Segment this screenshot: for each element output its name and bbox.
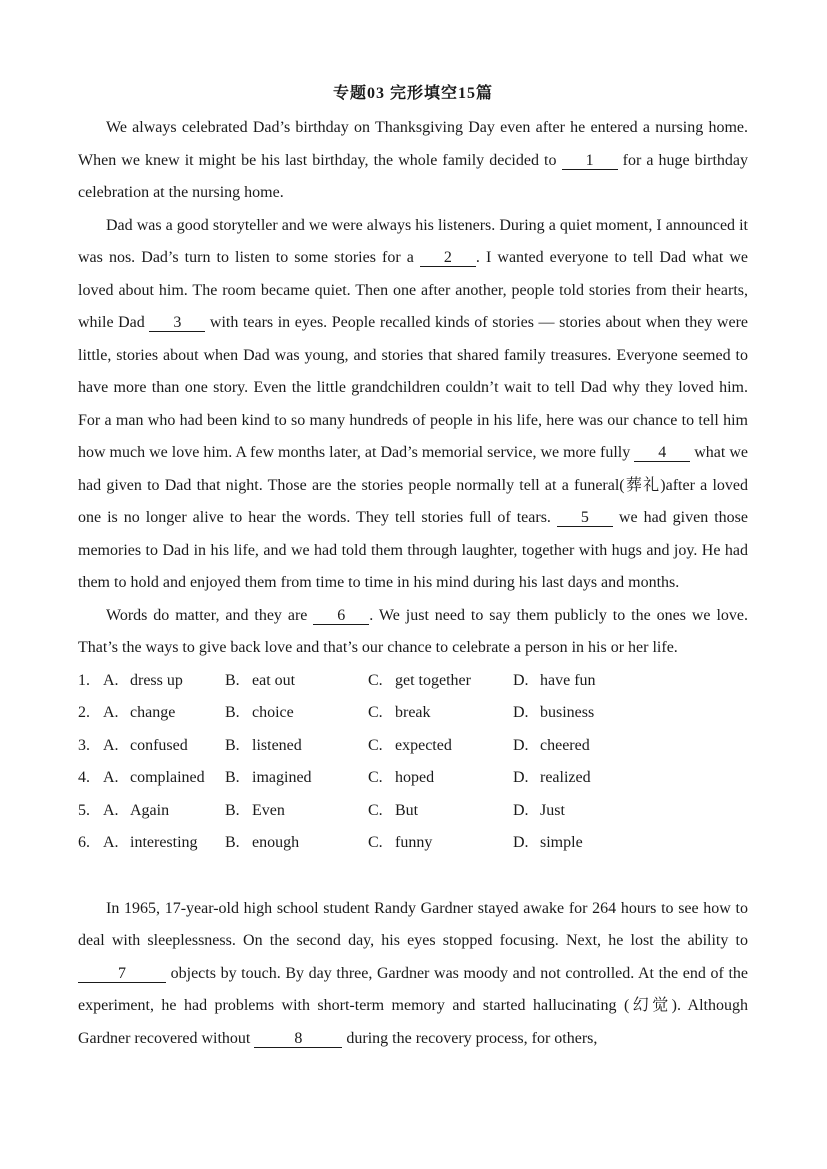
option-d (513, 730, 748, 763)
option-letter: A. (103, 801, 119, 819)
cloze-blank-6: 6 (313, 608, 369, 625)
option-text: get together (395, 671, 471, 689)
option-letter: A. (103, 736, 119, 754)
option-letter: C. (368, 704, 383, 721)
option-text: funny (395, 834, 433, 851)
cloze-blank-3: 3 (149, 315, 205, 332)
option-letter: A. (103, 704, 119, 721)
option-letter: B. (225, 736, 240, 754)
option-text: simple (540, 834, 583, 851)
option-letter: D. (513, 801, 529, 819)
question-number: 2. (78, 704, 90, 721)
option-text: have fun (540, 671, 596, 689)
option-text: cheered (540, 736, 590, 754)
option-text: choice (252, 704, 294, 721)
question-number: 3. (78, 736, 90, 754)
option-letter: C. (368, 736, 383, 754)
option-b (225, 730, 368, 763)
option-b (225, 665, 368, 698)
option-c (368, 665, 513, 698)
option-c (368, 795, 513, 828)
passage-1-paragraph: Words do matter, and they are 6 . We just need to say them publicly to the ones we love. That’s the ways to give back love and that’s our chance to celebrate a person in his or her life. (78, 606, 748, 656)
option-letter: D. (513, 834, 529, 851)
option-letter: A. (103, 834, 119, 851)
passage-1-paragraph: We always celebrated Dad’s birthday on Thanksgiving Day even after he entered a nursing home. When we knew it might be his last birthday, the whole family decided to 1 for a huge birthday celebration at the nursing home. (78, 119, 749, 201)
option-text: dress up (130, 671, 183, 689)
option-a (103, 827, 225, 860)
option-c (368, 827, 513, 860)
option-a (103, 795, 225, 828)
option-letter: C. (368, 834, 383, 851)
question-number: 5. (78, 801, 90, 819)
option-text: Just (540, 801, 565, 819)
question-number: 6. (78, 834, 90, 851)
option-d (513, 827, 748, 860)
option-letter: A. (103, 769, 119, 786)
cloze-blank-1: 1 (562, 153, 618, 170)
option-letter: B. (225, 801, 240, 819)
question-row-1 (78, 665, 748, 698)
cloze-blank-8: 8 (254, 1031, 342, 1048)
option-text: hoped (395, 769, 435, 786)
option-b (225, 762, 368, 795)
option-letter: C. (368, 801, 383, 819)
option-text: enough (252, 834, 300, 851)
question-row-2 (78, 697, 748, 730)
question-number: 1. (78, 671, 90, 689)
question-number: 4. (78, 769, 90, 786)
option-letter: A. (103, 671, 119, 689)
question-row-5 (78, 795, 748, 828)
option-d (513, 697, 748, 730)
option-text: Even (252, 801, 285, 819)
option-text: eat out (252, 671, 296, 689)
option-text: realized (540, 769, 591, 786)
cloze-blank-2: 2 (420, 250, 476, 267)
option-letter: C. (368, 671, 383, 689)
option-text: But (395, 801, 419, 819)
cloze-blank-5: 5 (557, 510, 613, 527)
cloze-blank-4: 4 (634, 445, 690, 462)
option-letter: B. (225, 769, 240, 786)
option-b (225, 827, 368, 860)
option-text: change (130, 704, 176, 721)
question-row-4 (78, 762, 748, 795)
option-letter: B. (225, 704, 240, 721)
option-b (225, 795, 368, 828)
option-letter: D. (513, 769, 529, 786)
option-c (368, 697, 513, 730)
option-d (513, 795, 748, 828)
question-row-6 (78, 827, 748, 860)
option-text: expected (395, 736, 452, 754)
option-text: break (395, 704, 431, 721)
option-text: interesting (130, 834, 198, 851)
cloze-blank-7: 7 (78, 966, 166, 983)
passage-2-paragraph: In 1965, 17-year-old high school student Randy Gardner stayed awake for 264 hours to see how to deal with sleeplessness. On the second day, his eyes stopped focusing. Next, he lost the ability to 7 objects by touch. By day three, Gardner was moody and not controlled. At the end of the experiment, he had problems with short-term memory and started hallucinating (幻觉). Although Gardner recovered without 8 during the recovery process, for others, (78, 899, 748, 1047)
passage-1-paragraph: Dad was a good storyteller and we were always his listeners. During a quiet moment, I announced it was nos. Dad’s turn to listen to some stories for a 2 . I wanted everyone to tell Dad what we loved about him. The room became quiet. Then one after another, people told stories from their hearts, while Dad 3 with tears in eyes. People recalled kinds of stories — stories about when they were little, stories about when Dad was young, and stories that shared family treasures. Everyone seemed to have more than one story. Even the little grandchildren couldn’t wait to tell Dad why they loved him. For a man who had been kind to so many hundreds of people in his life, here was our chance to tell him how much we love him. A few months later, at Dad’s memorial service, we more fully 4 what we had given to Dad that night. Those are the stories people normally tell at a funeral(葬礼)after a loved one is no longer alive to hear the words. They tell stories full of tears. 5 we had given those memories to Dad in his life, and we had told them through laughter, together with hugs and joy. He had them to hold and enjoyed them from time to time in his mind during his last days and months. (78, 216, 749, 591)
option-c (368, 730, 513, 763)
option-letter: D. (513, 671, 529, 689)
option-letter: B. (225, 834, 240, 851)
question-row-3 (78, 730, 748, 763)
option-c (368, 762, 513, 795)
option-text: Again (130, 801, 170, 819)
option-a (103, 665, 225, 698)
option-a (103, 697, 225, 730)
option-text: confused (130, 736, 188, 754)
option-b (225, 697, 368, 730)
document-body (78, 112, 748, 1055)
page-title: 专题03 完形填空15篇 (332, 85, 493, 102)
option-a (103, 730, 225, 763)
option-text: listened (252, 736, 302, 754)
option-a (103, 762, 225, 795)
option-letter: D. (513, 736, 529, 754)
option-text: imagined (252, 769, 312, 786)
option-letter: D. (513, 704, 529, 721)
option-d (513, 665, 748, 698)
option-letter: B. (225, 671, 240, 689)
option-text: complained (130, 769, 205, 786)
option-text: business (540, 704, 595, 721)
blank-line (78, 860, 748, 893)
option-d (513, 762, 748, 795)
option-letter: C. (368, 769, 383, 786)
